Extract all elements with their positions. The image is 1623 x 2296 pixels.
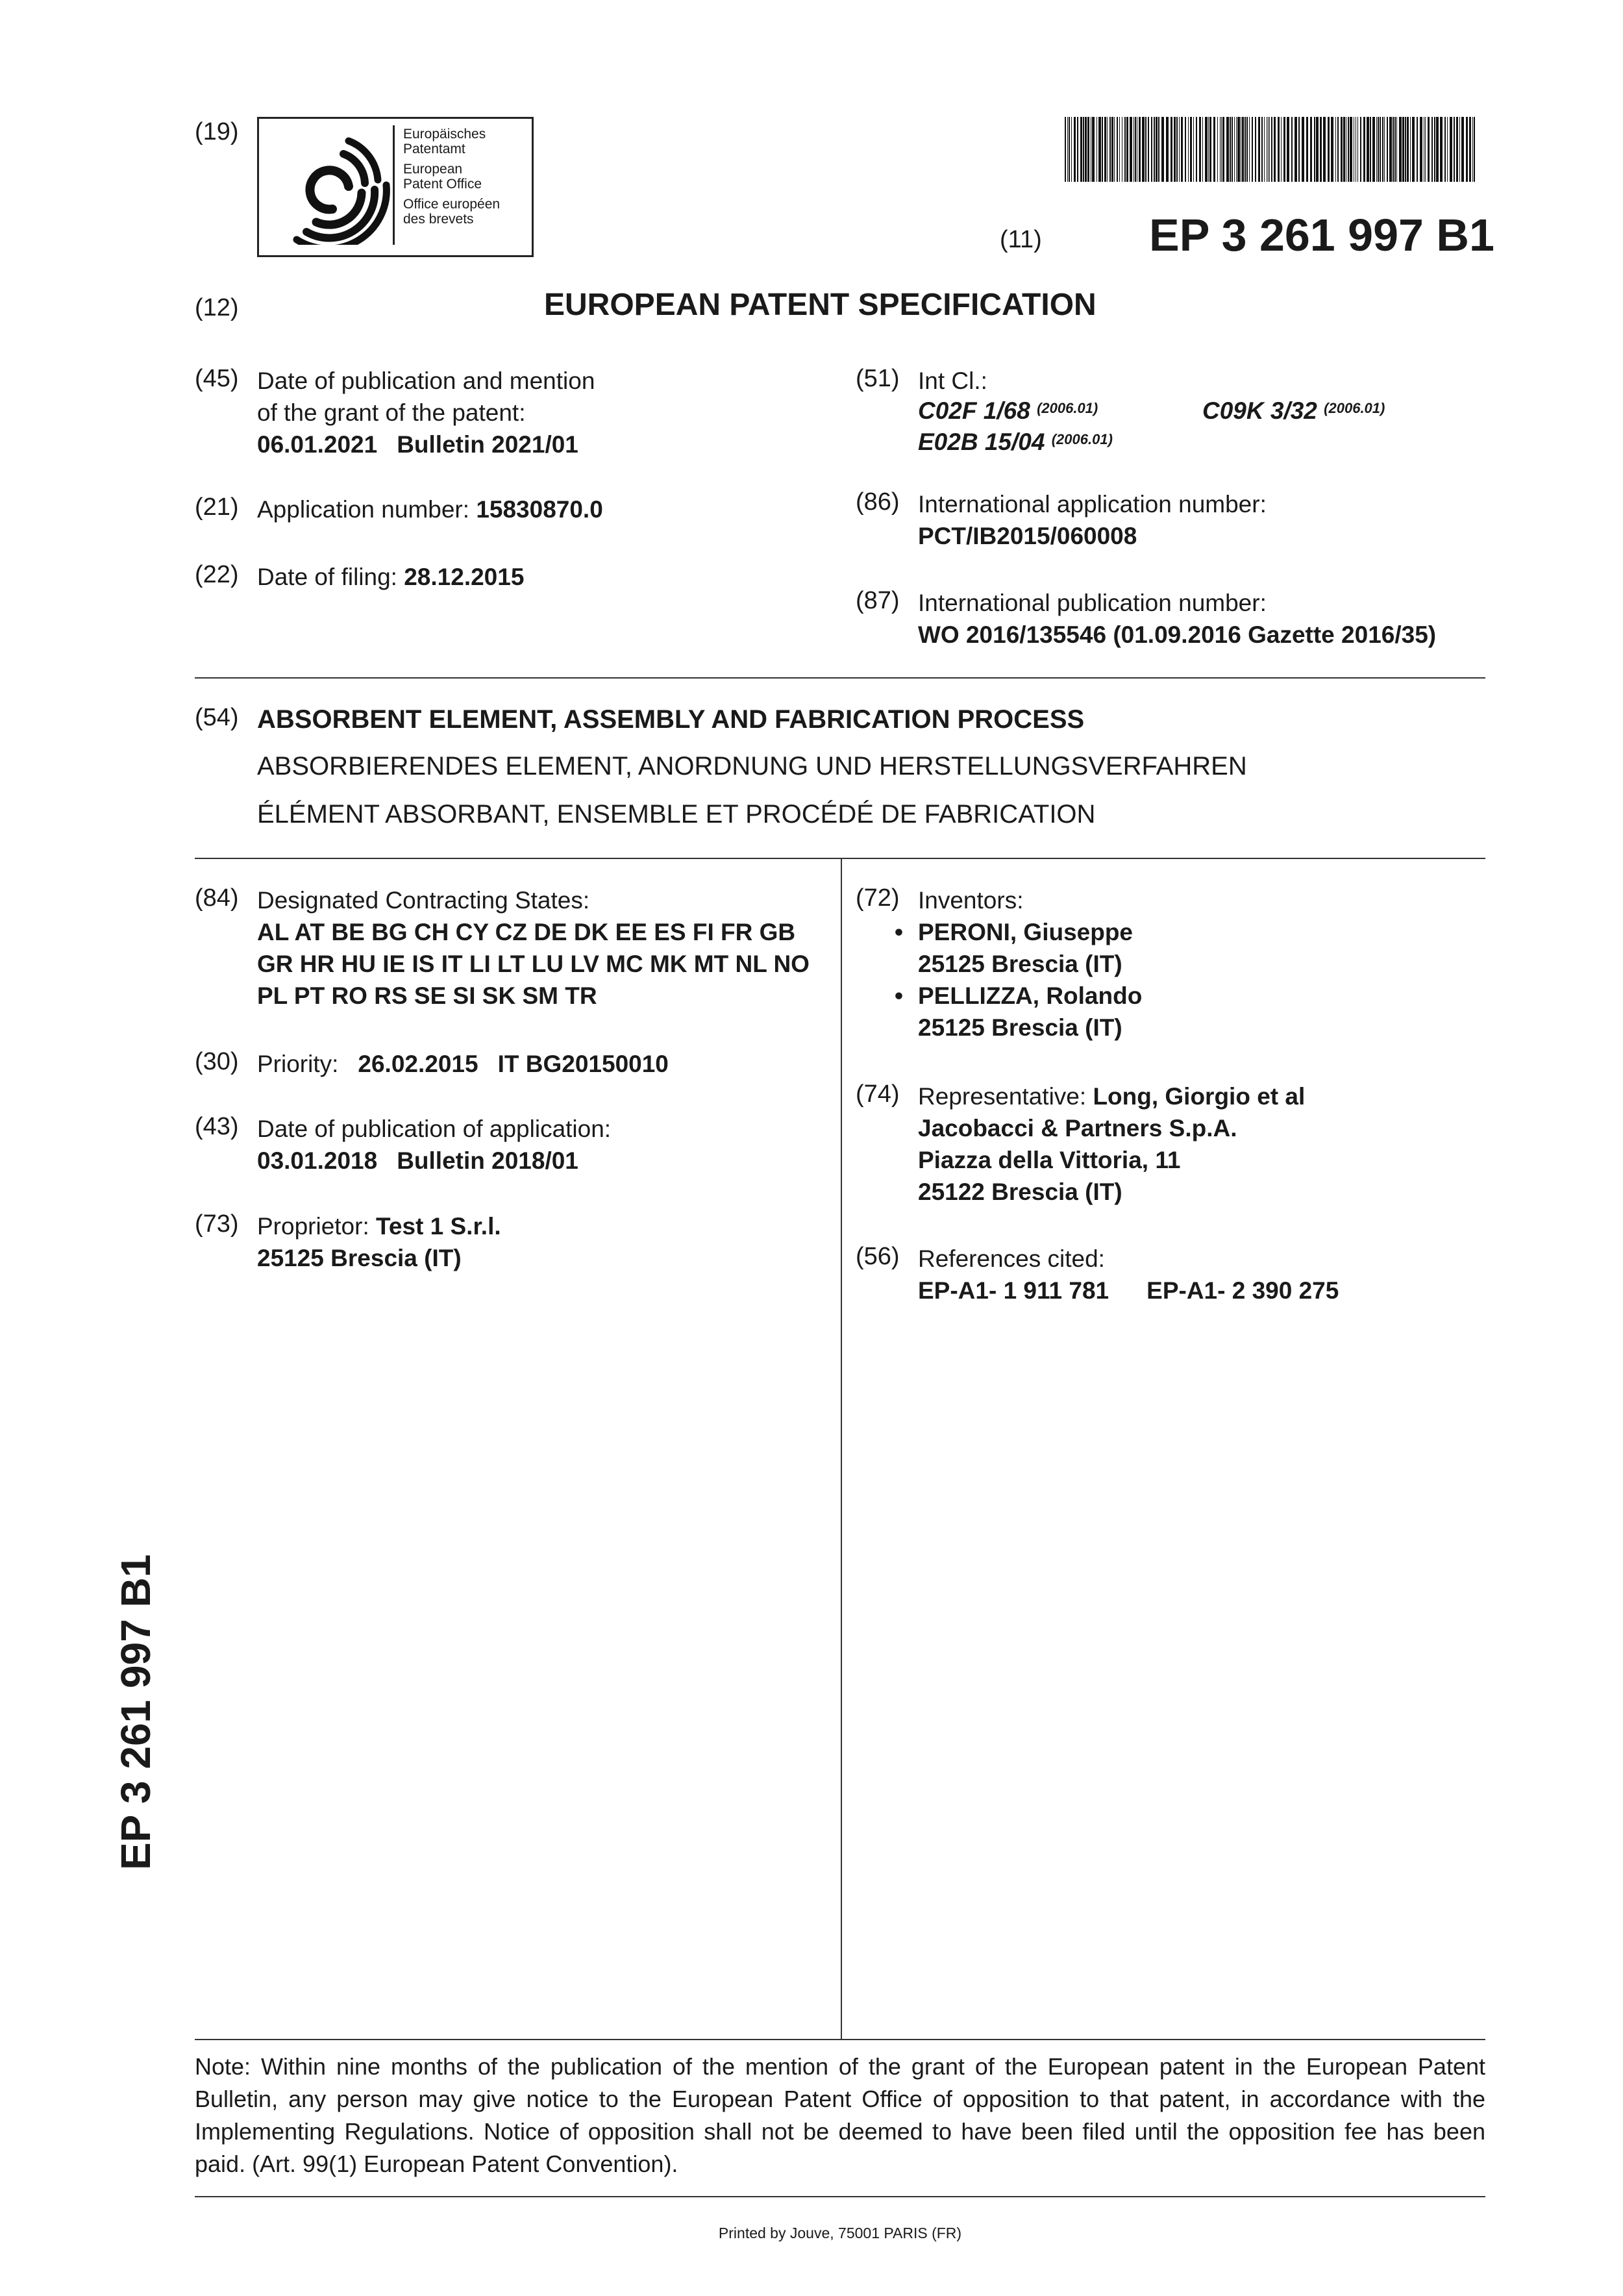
barcode-bar (1208, 117, 1209, 182)
barcode-bar (1237, 117, 1240, 182)
barcode-bar (1287, 117, 1289, 182)
grant-label-1: Date of publication and mention (257, 368, 595, 394)
references-field (918, 1243, 1339, 1306)
barcode-bar (1107, 117, 1108, 182)
office-name-line: Patentamt (403, 142, 465, 156)
title-fr: ÉLÉMENT ABSORBANT, ENSEMBLE ET PROCÉDÉ DE FABRICATION (257, 800, 1096, 829)
barcode-bar (1378, 117, 1379, 182)
inid-86: (86) (856, 488, 900, 516)
barcode-bar (1071, 117, 1072, 182)
intl-application-label: International application number: (918, 491, 1267, 518)
barcode-bar (1389, 117, 1392, 182)
barcode-bar (1069, 117, 1070, 182)
grant-date: 06.01.2021 (257, 431, 378, 458)
application-number-field (257, 493, 603, 525)
barcode-bar (1298, 117, 1300, 182)
barcode-bar (1074, 117, 1076, 182)
barcode-bar (1306, 117, 1308, 182)
intl-application-number: PCT/IB2015/060008 (918, 523, 1137, 549)
barcode-bar (1283, 117, 1285, 182)
barcode-bar (1179, 117, 1180, 182)
reference-2: EP-A1- 2 390 275 (1146, 1277, 1339, 1304)
barcode-bar (1399, 117, 1402, 182)
barcode-bar (1067, 117, 1068, 182)
barcode-bar (1316, 117, 1319, 182)
barcode-bar (1092, 117, 1095, 182)
inid-43: (43) (195, 1113, 239, 1140)
barcode-bar (1268, 117, 1269, 182)
barcode-bar (1440, 117, 1443, 182)
barcode-bar (1232, 117, 1233, 182)
barcode-bar (1246, 117, 1248, 182)
barcode-bar (1447, 117, 1448, 182)
barcode-bar (1104, 117, 1106, 182)
barcode-bar (1454, 117, 1455, 182)
barcode-bar (1348, 117, 1349, 182)
barcode-bar (1181, 117, 1183, 182)
intl-publication-field (918, 587, 1436, 651)
proprietor-address: 25125 Brescia (IT) (257, 1245, 462, 1271)
designated-states-field (257, 884, 810, 1012)
barcode-bar (1291, 117, 1293, 182)
barcode-bar (1428, 117, 1430, 182)
inventor-address: 25125 Brescia (IT) (918, 951, 1122, 977)
designated-states-line: GR HR HU IE IS IT LI LT LU LV MC MK MT NL NO (257, 951, 810, 977)
opposition-note: Note: Within nine months of the publication of the mention of the grant of the European patent in the European Patent Bulletin, any person may give notice to the European Patent Office of opposition to that patent, in accordance with the Implementing Regulations. Notice of opposition shall not be deemed to have been filed until the opposition fee has been paid. (Art. 99(1) European Patent Convention). (195, 2053, 1485, 2177)
printer-line: Printed by Jouve, 75001 PARIS (FR) (718, 2225, 962, 2241)
barcode-bar (1363, 117, 1365, 182)
priority-number: IT BG20150010 (497, 1051, 669, 1077)
title-de: ABSORBIERENDES ELEMENT, ANORDNUNG UND HERSTELLUNGSVERFAHREN (257, 752, 1247, 780)
barcode-bar (1119, 117, 1120, 182)
barcode-bar (1450, 117, 1452, 182)
barcode-bar (1456, 117, 1458, 182)
barcode-bar (1222, 117, 1224, 182)
application-publication-label: Date of publication of application: (257, 1116, 612, 1142)
inid-56: (56) (856, 1243, 900, 1270)
barcode-bar (1230, 117, 1231, 182)
intl-publication-number: WO 2016/135546 (01.09.2016 Gazette 2016/35) (918, 621, 1437, 648)
barcode-bar (1242, 117, 1244, 182)
proprietor-field (257, 1210, 501, 1274)
designated-states-line: AL AT BE BG CH CY CZ DE DK EE ES FI FR GB (257, 919, 796, 945)
divider-2 (195, 858, 1485, 859)
intl-publication-label: International publication number: (918, 590, 1267, 616)
barcode-bar (1258, 117, 1260, 182)
barcode-bar (1350, 117, 1352, 182)
barcode-bar (1372, 117, 1375, 182)
barcode-bar (1320, 117, 1322, 182)
barcode-bar (1205, 117, 1208, 182)
epo-logo-icon (271, 128, 394, 245)
barcode-bar (1255, 117, 1256, 182)
barcode-bar (1117, 117, 1118, 182)
inid-12: (12) (195, 294, 239, 321)
barcode-bar (1357, 117, 1358, 182)
barcode-bar (1269, 117, 1270, 182)
logo-divider (393, 125, 395, 245)
grant-bulletin: Bulletin 2021/01 (397, 431, 578, 458)
office-name-line: European (403, 162, 463, 177)
barcode-bar (1249, 117, 1250, 182)
filing-date-label: Date of filing: (257, 564, 404, 590)
barcode-bar (1412, 117, 1415, 182)
grant-date-field (257, 365, 595, 460)
divider-1 (195, 677, 1485, 679)
epo-logo (257, 117, 534, 257)
barcode-bar (1274, 117, 1276, 182)
inid-74: (74) (856, 1080, 900, 1108)
application-publication-date: 03.01.2018 (257, 1147, 378, 1174)
barcode-bar (1444, 117, 1446, 182)
barcode-bar (1331, 117, 1333, 182)
barcode-bar (1394, 117, 1396, 182)
title-block (257, 704, 1247, 831)
grant-label-2: of the grant of the patent: (257, 399, 526, 426)
barcode-bar (1085, 117, 1087, 182)
barcode-bar (1185, 117, 1186, 182)
divider-4 (195, 2196, 1485, 2197)
office-name-line: Patent Office (403, 177, 482, 192)
representative-label: Representative: (918, 1083, 1093, 1110)
document-type: EUROPEAN PATENT SPECIFICATION (544, 288, 1096, 322)
barcode-bar (1156, 117, 1158, 182)
barcode-bar (1323, 117, 1326, 182)
barcode-bar (1087, 117, 1089, 182)
barcode-bar (1461, 117, 1464, 182)
barcode-bar (1130, 117, 1132, 182)
barcode-bar (1245, 117, 1246, 182)
references-label: References cited: (918, 1245, 1105, 1272)
barcode-bar (1410, 117, 1411, 182)
barcode-bar (1472, 117, 1473, 182)
barcode-bar (1335, 117, 1336, 182)
inid-22: (22) (195, 561, 239, 588)
inid-45: (45) (195, 365, 239, 392)
representative-line: Jacobacci & Partners S.p.A. (918, 1115, 1237, 1142)
int-class-1: C02F 1/68 $^{(2006.01)}$ (918, 397, 1098, 424)
barcode-bar (1226, 117, 1229, 182)
intl-application-field (918, 488, 1267, 552)
barcode (1065, 117, 1481, 182)
barcode-bar (1217, 117, 1218, 182)
barcode-bar (1083, 117, 1084, 182)
title-en: ABSORBENT ELEMENT, ASSEMBLY AND FABRICATION PROCESS (257, 705, 1085, 734)
barcode-bar (1190, 117, 1192, 182)
barcode-bar (1314, 117, 1315, 182)
barcode-bar (1114, 117, 1115, 182)
barcode-bar (1126, 117, 1128, 182)
barcode-bar (1360, 117, 1361, 182)
barcode-bar (1337, 117, 1339, 182)
application-publication-bulletin: Bulletin 2018/01 (397, 1147, 578, 1174)
inventor-name: • PELLIZZA, Rolando (918, 980, 1142, 1012)
barcode-bar (1252, 117, 1253, 182)
barcode-bar (1271, 117, 1272, 182)
inid-11: (11) (1000, 226, 1042, 253)
barcode-bar (1096, 117, 1097, 182)
barcode-bar (1393, 117, 1394, 182)
barcode-bar (1154, 117, 1155, 182)
barcode-bar (1466, 117, 1468, 182)
barcode-bar (1065, 117, 1066, 182)
barcode-bar (1196, 117, 1197, 182)
barcode-bar (1151, 117, 1152, 182)
barcode-bar (1370, 117, 1371, 182)
reference-1: EP-A1- 1 911 781 (918, 1277, 1109, 1304)
barcode-bar (1111, 117, 1113, 182)
inid-19: (19) (195, 118, 239, 145)
barcode-bar (1158, 117, 1159, 182)
inventors-field (918, 884, 1142, 1043)
int-class-2: C09K 3/32 $^{(2006.01)}$ (1202, 397, 1385, 424)
barcode-bar (1431, 117, 1433, 182)
proprietor-label: Proprietor: (257, 1213, 377, 1240)
barcode-bar (1328, 117, 1330, 182)
representative-name: Long, Giorgio et al (1093, 1083, 1306, 1110)
inid-73: (73) (195, 1210, 239, 1238)
barcode-bar (1367, 117, 1369, 182)
barcode-bar (1109, 117, 1111, 182)
side-patent-number: EP 3 261 997 B1 (112, 1554, 159, 1870)
barcode-bar (1405, 117, 1406, 182)
barcode-bar (1139, 117, 1141, 182)
office-name-line: Europäisches (403, 127, 486, 142)
representative-line: Piazza della Vittoria, 11 (918, 1147, 1181, 1173)
filing-date-field (257, 561, 524, 593)
barcode-bar (1209, 117, 1211, 182)
application-number-label: Application number: (257, 496, 477, 523)
barcode-bar (1343, 117, 1345, 182)
barcode-bar (1459, 117, 1460, 182)
office-name-line: Office européen (403, 197, 501, 212)
barcode-bar (1221, 117, 1222, 182)
barcode-bar (1387, 117, 1388, 182)
filing-date: 28.12.2015 (404, 564, 525, 590)
barcode-bar (1425, 117, 1426, 182)
barcode-bar (1166, 117, 1169, 182)
barcode-bar (1193, 117, 1194, 182)
application-publication-field (257, 1113, 611, 1177)
barcode-bar (1142, 117, 1145, 182)
representative-field (918, 1080, 1305, 1208)
inid-54: (54) (195, 704, 239, 731)
inid-87: (87) (856, 587, 900, 614)
barcode-bar (1407, 117, 1409, 182)
barcode-bar (1264, 117, 1265, 182)
inventors-label: Inventors: (918, 887, 1024, 914)
inid-30: (30) (195, 1048, 239, 1075)
priority-field (257, 1048, 669, 1080)
barcode-bar (1098, 117, 1101, 182)
barcode-bar (1080, 117, 1082, 182)
barcode-bar (1302, 117, 1304, 182)
barcode-bar (1234, 117, 1235, 182)
barcode-bar (1199, 117, 1201, 182)
inid-51: (51) (856, 365, 900, 392)
barcode-bar (1384, 117, 1385, 182)
barcode-bar (1278, 117, 1280, 182)
barcode-bar (1236, 117, 1237, 182)
representative-line: 25122 Brescia (IT) (918, 1179, 1122, 1205)
barcode-bar (1176, 117, 1178, 182)
office-name-line: des brevets (403, 212, 474, 227)
barcode-bar (1281, 117, 1282, 182)
inid-21: (21) (195, 493, 239, 521)
barcode-bar (1161, 117, 1164, 182)
barcode-bar (1213, 117, 1215, 182)
inid-84: (84) (195, 884, 239, 912)
patent-number: EP 3 261 997 B1 (1149, 210, 1494, 260)
proprietor-name: Test 1 S.r.l. (376, 1213, 501, 1240)
barcode-bar (1402, 117, 1404, 182)
priority-date: 26.02.2015 (358, 1051, 478, 1077)
barcode-bar (1202, 117, 1203, 182)
int-cl-label: Int Cl.: (918, 368, 987, 394)
barcode-bar (1077, 117, 1078, 182)
barcode-bar (1171, 117, 1172, 182)
column-divider (841, 858, 842, 2040)
office-names (403, 127, 500, 227)
designated-states-line: PL PT RO RS SE SI SK SM TR (257, 982, 597, 1009)
inventor-address: 25125 Brescia (IT) (918, 1014, 1122, 1041)
barcode-bar (1434, 117, 1435, 182)
barcode-bar (1474, 117, 1475, 182)
priority-label: Priority: (257, 1051, 339, 1077)
divider-3 (195, 2039, 1485, 2040)
application-number: 15830870.0 (476, 496, 603, 523)
int-class-3: E02B 15/04 $^{(2006.01)}$ (918, 429, 1113, 455)
barcode-bar (1396, 117, 1397, 182)
inventor-name: • PERONI, Giuseppe (918, 916, 1142, 948)
barcode-bar (1420, 117, 1422, 182)
barcode-bar (1341, 117, 1343, 182)
barcode-bar (1376, 117, 1377, 182)
barcode-bar (1469, 117, 1471, 182)
barcode-bar (1174, 117, 1176, 182)
barcode-bar (1145, 117, 1146, 182)
barcode-bar (1380, 117, 1381, 182)
designated-states-label: Designated Contracting States: (257, 887, 590, 914)
barcode-bar (1188, 117, 1189, 182)
inid-72: (72) (856, 884, 900, 912)
barcode-bar (1382, 117, 1383, 182)
barcode-bar (1436, 117, 1439, 182)
barcode-bar (1124, 117, 1126, 182)
barcode-bar (1148, 117, 1149, 182)
barcode-bar (1295, 117, 1297, 182)
barcode-bar (1310, 117, 1312, 182)
barcode-bar (1417, 117, 1418, 182)
barcode-bar (1102, 117, 1103, 182)
barcode-bar (1261, 117, 1263, 182)
barcode-bar (1135, 117, 1136, 182)
